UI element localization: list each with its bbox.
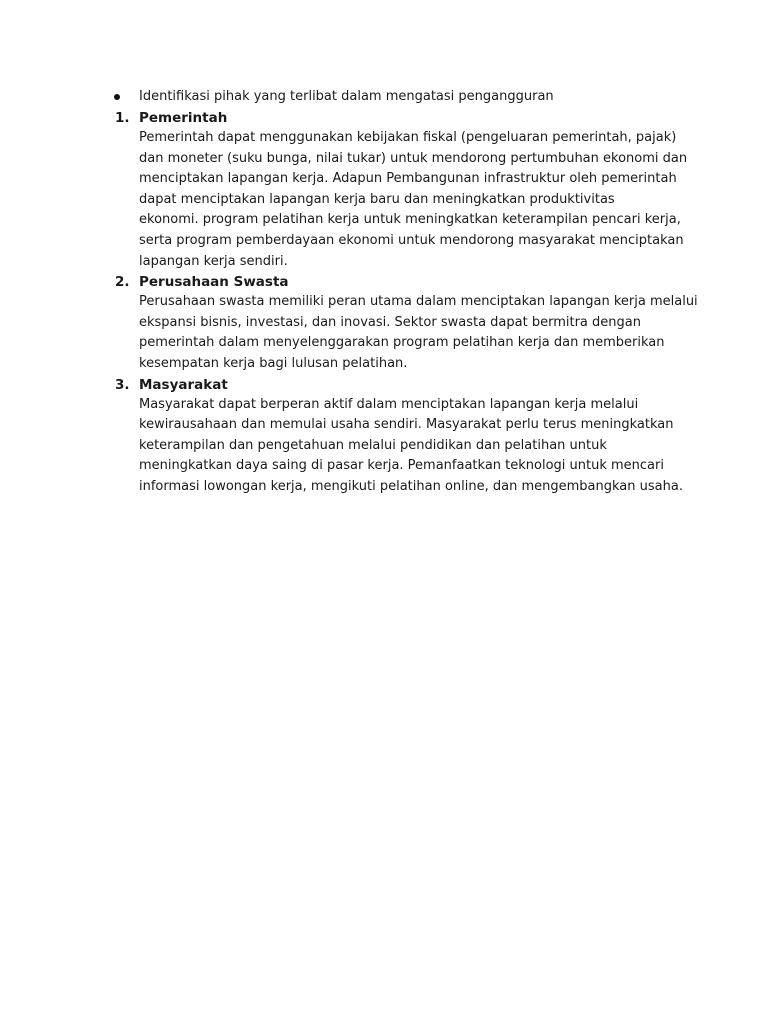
body-line: kesempatan kerja bagi lulusan pelatihan. bbox=[139, 355, 408, 371]
body-line: lapangan kerja sendiri. bbox=[139, 253, 288, 269]
body-line: keterampilan dan pengetahuan melalui pendidikan dan pelatihan untuk bbox=[139, 437, 607, 453]
body-line: dapat menciptakan lapangan kerja baru dan meningkatkan produktivitas bbox=[139, 191, 615, 207]
list-item-pemerintah bbox=[114, 108, 688, 272]
body-line: dan moneter (suku bunga, nilai tukar) untuk mendorong pertumbuhan ekonomi dan bbox=[139, 150, 688, 166]
body-line: Pemerintah dapat menggunakan kebijakan fiskal (pengeluaran pemerintah, pajak) bbox=[139, 130, 677, 145]
list-item-perusahaan-swasta bbox=[114, 272, 698, 374]
section-title: Masyarakat bbox=[139, 376, 228, 393]
numbered-list bbox=[114, 108, 698, 498]
list-number: 3. bbox=[115, 376, 130, 393]
body-line: serta program pemberdayaan ekonomi untuk mendorong masyarakat menciptakan bbox=[139, 232, 684, 248]
section-title: Perusahaan Swasta bbox=[139, 274, 289, 291]
body-line: meningkatkan daya saing di pasar kerja. Pemanfaatkan teknologi untuk mencari bbox=[139, 458, 664, 474]
section-body bbox=[139, 292, 698, 374]
intro-bullet-text: Identifikasi pihak yang terlibat dalam mengatasi pengangguran bbox=[139, 89, 554, 104]
body-line: informasi lowongan kerja, mengikuti pelatihan online, dan mengembangkan usaha. bbox=[139, 478, 683, 494]
section-body bbox=[139, 395, 683, 498]
list-item-masyarakat bbox=[114, 375, 683, 498]
list-number: 1. bbox=[115, 110, 130, 126]
section-body bbox=[139, 128, 688, 272]
body-line: kewirausahaan dan memulai usaha sendiri. Masyarakat perlu terus meningkatkan bbox=[139, 417, 674, 433]
section-title: Pemerintah bbox=[139, 110, 228, 126]
body-line: Perusahaan swasta memiliki peran utama dalam menciptakan lapangan kerja melalui bbox=[139, 294, 698, 310]
list-number: 2. bbox=[115, 274, 130, 291]
body-line: Masyarakat dapat berperan aktif dalam menciptakan lapangan kerja melalui bbox=[139, 396, 639, 412]
bullet-icon bbox=[114, 94, 120, 100]
body-line: menciptakan lapangan kerja. Adapun Pembangunan infrastruktur oleh pemerintah bbox=[139, 171, 677, 187]
body-line: ekonomi. program pelatihan kerja untuk meningkatkan keterampilan pencari kerja, bbox=[139, 212, 681, 228]
body-line: pemerintah dalam menyelenggarakan program pelatihan kerja dan memberikan bbox=[139, 335, 665, 351]
body-line: ekspansi bisnis, investasi, dan inovasi. Sektor swasta dapat bermitra dengan bbox=[139, 314, 641, 330]
